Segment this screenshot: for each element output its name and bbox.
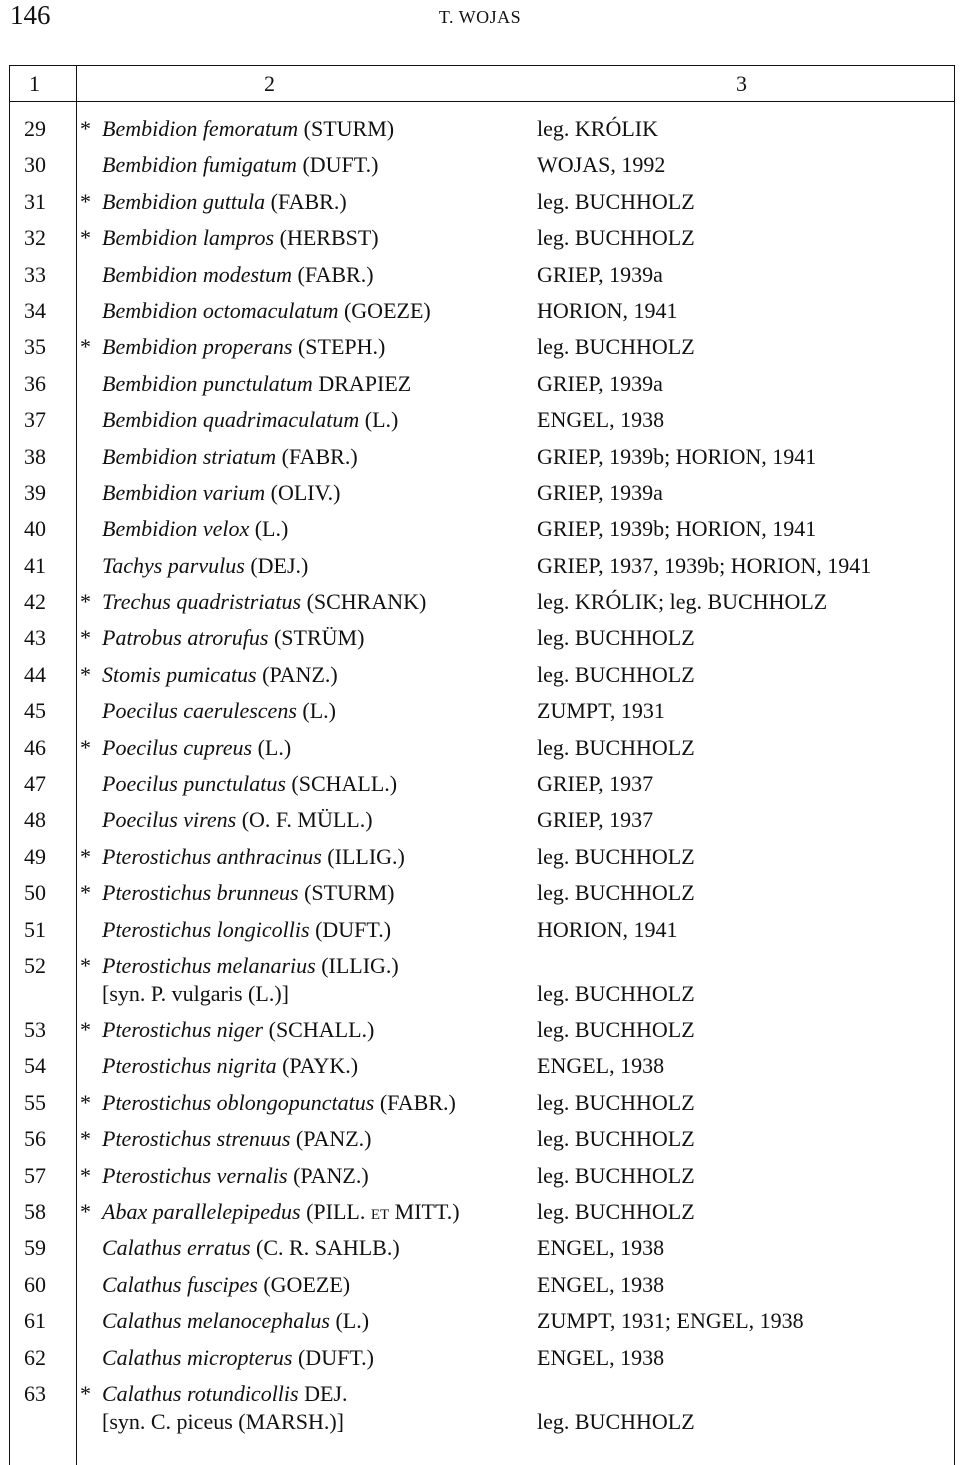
species-author: (STRÜM) [273,625,365,651]
species-author: (PANZ.) [262,661,338,687]
species-author: (C. R. SAHLB.) [256,1235,400,1261]
row-number: 52 [24,952,46,978]
species-author: (L.) [335,1308,370,1334]
species-binomial: Tachys parvulus [102,552,245,578]
table-row [10,584,954,620]
species-author: (SCHRANK) [306,589,427,615]
table-row [10,875,954,911]
species-binomial: Bembidion varium [102,479,266,505]
table-row [10,439,954,475]
species-author: (PILL. et MITT.) [306,1198,460,1224]
row-number: 51 [24,916,46,942]
species-name [80,220,379,256]
species-binomial: Bembidion fumigatum [102,152,297,178]
table-row [10,366,954,402]
species-name [80,147,378,183]
row-number: 60 [24,1271,46,1297]
species-name [80,1340,374,1376]
species-binomial: Bembidion octomaculatum [102,297,339,323]
record-source: leg. BUCHHOLZ [537,188,695,214]
species-binomial: Abax parallelepipedus [102,1198,301,1224]
species-binomial: Calathus erratus [102,1235,251,1261]
species-name [80,1048,358,1084]
table-row [10,839,954,875]
species-author: (GOEZE) [263,1271,351,1297]
species-binomial: Poecilus caerulescens [102,698,297,724]
species-author: (SCHALL.) [268,1016,375,1042]
species-binomial: Pterostichus strenuus [102,1126,291,1152]
record-source: GRIEP, 1939a [537,479,663,505]
species-author: (FABR.) [281,443,358,469]
species-name [80,184,347,220]
species-name [80,366,411,402]
synonym-note: [syn. C. piceus (MARSH.)] [102,1408,344,1434]
species-name [80,329,385,365]
species-author: (PANZ.) [295,1126,372,1152]
species-binomial: Pterostichus niger [102,1016,264,1042]
species-name [80,548,308,584]
species-author: (L.) [364,407,399,433]
species-binomial: Patrobus atrorufus [102,625,269,651]
row-number: 55 [24,1089,46,1115]
row-number: 33 [24,261,46,287]
species-binomial: Pterostichus vernalis [102,1162,288,1188]
asterisk-marker: * [80,188,91,214]
asterisk-marker: * [80,116,91,141]
row-number: 47 [24,771,46,797]
species-name [80,1158,369,1194]
record-source: ZUMPT, 1931; ENGEL, 1938 [537,1308,804,1334]
species-name [80,1121,372,1157]
table-row [10,948,954,1012]
species-author: (STURM) [303,116,395,141]
table-row [10,548,954,584]
record-source: ENGEL, 1938 [537,1053,665,1079]
row-number: 41 [24,552,46,578]
species-name [80,402,398,438]
species-author: (DUFT.) [315,916,392,942]
record-source: ZUMPT, 1931 [537,698,665,724]
asterisk-marker: * [80,589,91,615]
row-number: 54 [24,1053,46,1079]
record-source: leg. BUCHHOLZ [537,1089,695,1115]
species-name [80,839,405,875]
species-name [80,584,426,620]
table-row [10,184,954,220]
row-number: 49 [24,843,46,869]
record-source: ENGEL, 1938 [537,1271,665,1297]
species-binomial: Bembidion punctulatum [102,370,313,396]
species-author: (DEJ.) [250,552,309,578]
row-number: 42 [24,589,46,615]
table-row [10,257,954,293]
table-body [10,111,954,1440]
table-row [10,1012,954,1048]
species-name [80,475,341,511]
species-name [80,1267,350,1303]
asterisk-marker: * [80,625,91,651]
species-binomial: Bembidion guttula [102,188,266,214]
record-source: leg. BUCHHOLZ [537,225,695,251]
record-source: leg. BUCHHOLZ [537,880,695,906]
table-row [10,1121,954,1157]
table-row [10,802,954,838]
row-number: 40 [24,516,46,542]
table-row [10,475,954,511]
species-author: (L.) [254,516,289,542]
row-number: 46 [24,734,46,760]
species-name [80,657,338,693]
table-row [10,1158,954,1194]
record-source: ENGEL, 1938 [537,1344,665,1370]
species-author: (O. F. MÜLL.) [241,807,373,833]
row-number: 37 [24,407,46,433]
species-name [80,620,364,656]
species-name [80,802,373,838]
row-number: 45 [24,698,46,724]
species-name [80,912,391,948]
species-binomial: Poecilus punctulatus [102,771,286,797]
species-name [80,439,358,475]
asterisk-marker: * [80,1016,91,1042]
species-name [80,766,397,802]
row-number: 63 [24,1380,46,1406]
species-author: (L.) [257,734,292,760]
species-author: (STEPH.) [297,334,386,360]
record-source: GRIEP, 1939b; HORION, 1941 [537,443,817,469]
table-row [10,329,954,365]
record-source: leg. BUCHHOLZ [537,625,695,651]
species-binomial: Bembidion velox [102,516,250,542]
species-name [80,730,291,766]
record-source: leg. BUCHHOLZ [537,1162,695,1188]
species-name [80,875,395,911]
record-source: WOJAS, 1992 [537,152,666,178]
row-number: 58 [24,1198,46,1224]
table-row [10,293,954,329]
row-number: 30 [24,152,46,178]
table-row [10,620,954,656]
species-author: (L.) [302,698,336,724]
species-binomial: Pterostichus anthracinus [102,843,322,869]
page-number: 146 [10,0,51,30]
row-number: 56 [24,1126,46,1152]
table-row [10,511,954,547]
column-header-1: 1 [29,71,40,96]
column-header-3: 3 [736,71,747,96]
table-row [10,1230,954,1266]
table-row [10,1194,954,1230]
species-table [9,65,955,1465]
species-name [80,257,374,293]
asterisk-marker: * [80,1198,91,1224]
species-binomial: Bembidion modestum [102,261,293,287]
asterisk-marker: * [80,952,91,978]
asterisk-marker: * [80,1380,91,1406]
table-row [10,1340,954,1376]
record-source: leg. BUCHHOLZ [537,1198,695,1224]
species-binomial: Calathus rotundicollis [102,1380,299,1406]
row-number: 43 [24,625,46,651]
record-source: leg. BUCHHOLZ [537,980,695,1006]
species-author: DRAPIEZ [318,370,412,396]
table-row [10,766,954,802]
record-source: leg. BUCHHOLZ [537,334,695,360]
table-row [10,1085,954,1121]
species-author: (PANZ.) [293,1162,369,1188]
species-name [80,693,336,729]
record-source: GRIEP, 1939b; HORION, 1941 [537,516,817,542]
asterisk-marker: * [80,225,91,251]
species-author: (STURM) [304,880,395,906]
asterisk-marker: * [80,734,91,760]
row-number: 59 [24,1235,46,1261]
table-row [10,220,954,256]
table-row [10,402,954,438]
table-row [10,1048,954,1084]
species-author: (OLIV.) [270,479,341,505]
table-row [10,1303,954,1339]
species-author: (SCHALL.) [291,771,398,797]
table-row [10,657,954,693]
species-binomial: Calathus micropterus [102,1344,293,1370]
species-binomial: Poecilus cupreus [102,734,253,760]
record-source: GRIEP, 1937, 1939b; HORION, 1941 [537,552,872,578]
row-number: 39 [24,479,46,505]
table-row [10,147,954,183]
species-author: (PAYK.) [282,1053,359,1079]
species-binomial: Bembidion striatum [102,443,277,469]
record-source: ENGEL, 1938 [537,407,665,433]
species-name [80,111,394,147]
species-binomial: Bembidion lampros [102,225,275,251]
record-source: GRIEP, 1939a [537,261,663,287]
species-binomial: Pterostichus oblongopunctatus [102,1089,375,1115]
table-row [10,912,954,948]
species-author: (FABR.) [379,1089,456,1115]
species-binomial: Pterostichus longicollis [102,916,310,942]
table-row [10,1267,954,1303]
table-row [10,1376,954,1440]
row-number: 62 [24,1344,46,1370]
record-source: leg. BUCHHOLZ [537,734,695,760]
species-binomial: Calathus melanocephalus [102,1308,330,1334]
table-row [10,693,954,729]
species-author: (GOEZE) [343,297,431,323]
row-number: 53 [24,1016,46,1042]
row-number: 35 [24,334,46,360]
species-name [80,1012,374,1048]
asterisk-marker: * [80,1089,91,1115]
row-number: 61 [24,1308,46,1334]
species-name [80,1194,460,1230]
table-row [10,730,954,766]
record-source: leg. BUCHHOLZ [537,1016,695,1042]
row-number: 29 [24,116,46,141]
species-author: (DUFT.) [297,1344,374,1370]
record-source: leg. BUCHHOLZ [537,1408,695,1434]
asterisk-marker: * [80,880,91,906]
species-binomial: Poecilus virens [102,807,237,833]
species-binomial: Calathus fuscipes [102,1271,258,1297]
record-source: GRIEP, 1937 [537,807,654,833]
record-source: GRIEP, 1939a [537,370,663,396]
species-name [80,1303,369,1339]
row-number: 31 [24,188,46,214]
species-binomial: Trechus quadristriatus [102,589,302,615]
asterisk-marker: * [80,843,91,869]
row-number: 34 [24,297,46,323]
asterisk-marker: * [80,334,91,360]
table-header-row [10,66,954,102]
species-binomial: Bembidion quadrimaculatum [102,407,360,433]
species-author: (FABR.) [270,188,347,214]
record-source: leg. BUCHHOLZ [537,661,695,687]
column-header-2: 2 [264,71,275,96]
species-binomial: Stomis pumicatus [102,661,257,687]
species-binomial: Bembidion properans [102,334,293,360]
row-number: 32 [24,225,46,251]
row-number: 36 [24,370,46,396]
species-binomial: Pterostichus nigrita [102,1053,277,1079]
row-number: 38 [24,443,46,469]
species-author: (ILLIG.) [321,952,399,978]
row-number: 50 [24,880,46,906]
synonym-note: [syn. P. vulgaris (L.)] [102,980,289,1006]
species-binomial: Bembidion femoratum [102,116,299,141]
species-author: (DUFT.) [302,152,379,178]
record-source: HORION, 1941 [537,297,678,323]
row-number: 44 [24,661,46,687]
species-author: (ILLIG.) [327,843,405,869]
record-source: HORION, 1941 [537,916,678,942]
table-row [10,111,954,147]
asterisk-marker: * [80,661,91,687]
species-author: (FABR.) [297,261,374,287]
species-author: DEJ. [304,1380,348,1406]
asterisk-marker: * [80,1126,91,1152]
record-source: leg. KRÓLIK [537,116,658,141]
species-name [80,293,431,329]
row-number: 48 [24,807,46,833]
species-name [80,1085,456,1121]
asterisk-marker: * [80,1162,91,1188]
species-name [80,1230,400,1266]
record-source: GRIEP, 1937 [537,771,654,797]
species-binomial: Pterostichus melanarius [102,952,316,978]
record-source: leg. KRÓLIK; leg. BUCHHOLZ [537,589,828,615]
record-source: leg. BUCHHOLZ [537,1126,695,1152]
record-source: ENGEL, 1938 [537,1235,665,1261]
record-source: leg. BUCHHOLZ [537,843,695,869]
row-number: 57 [24,1162,46,1188]
running-head: T. WOJAS [438,7,522,27]
species-binomial: Pterostichus brunneus [102,880,299,906]
species-author: (HERBST) [279,225,379,251]
species-name [80,511,288,547]
